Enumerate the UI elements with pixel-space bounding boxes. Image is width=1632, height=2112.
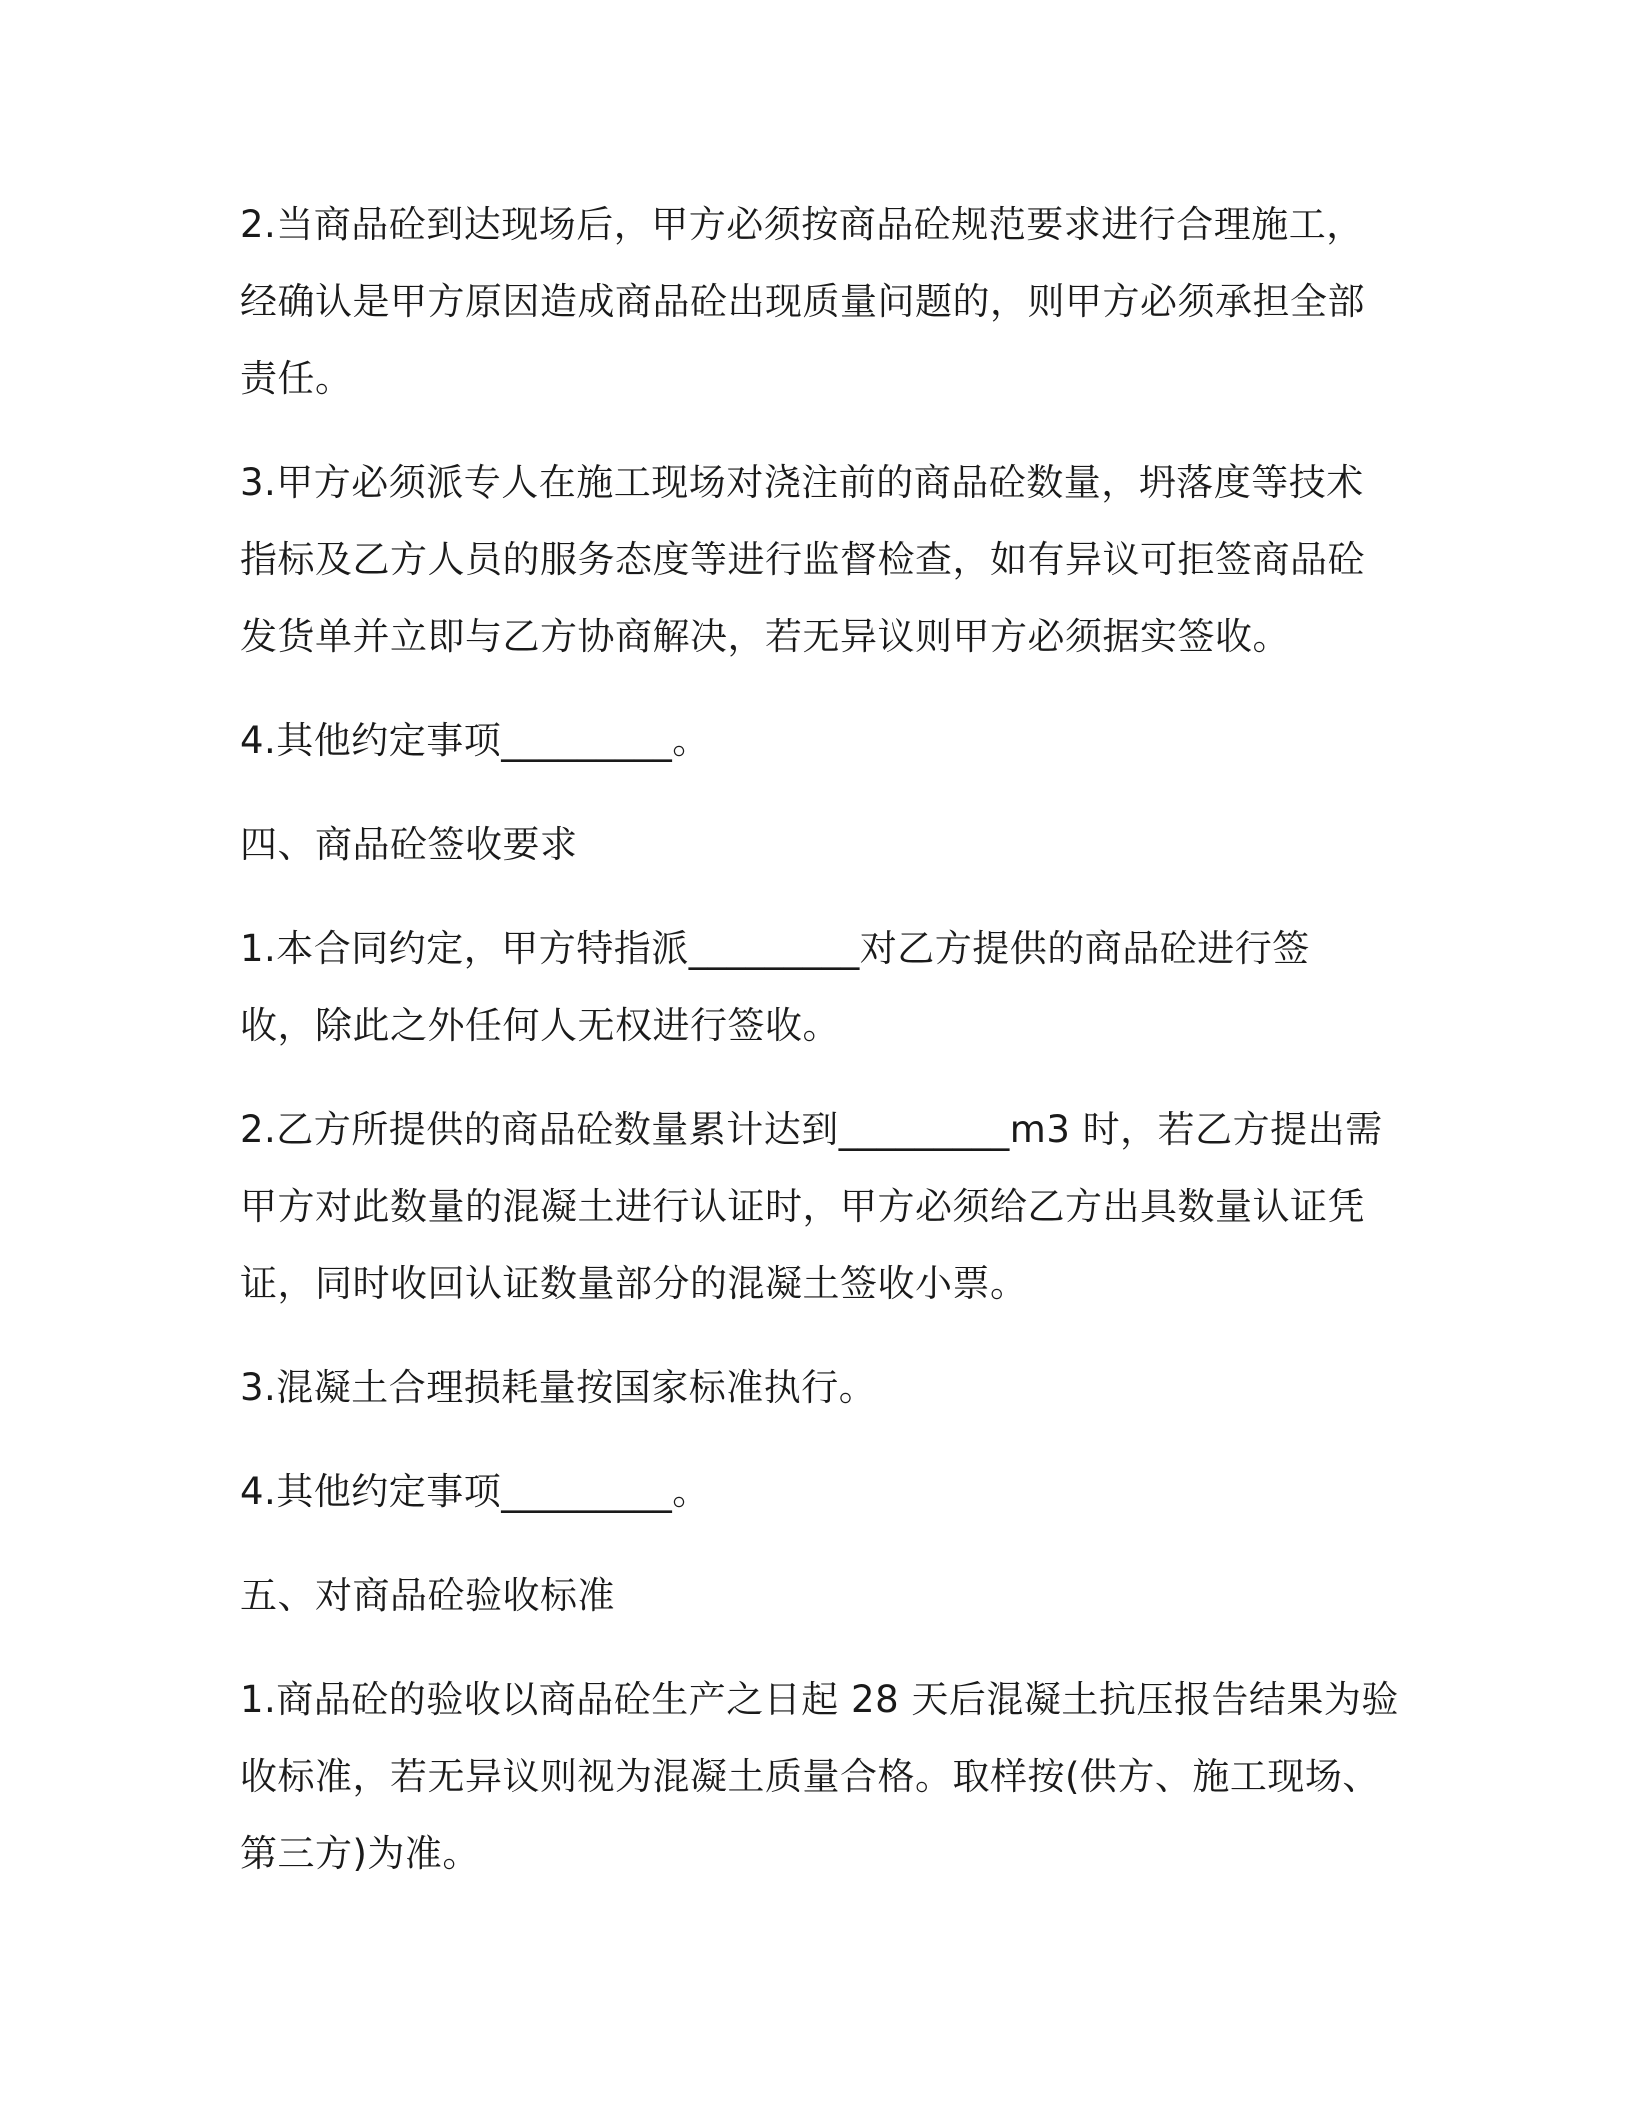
text-line: 4.其他约定事项_________。 [240, 1470, 710, 1513]
text-line: 证，同时收回认证数量部分的混凝土签收小票。 [240, 1262, 1028, 1305]
text-line: 收，除此之外任何人无权进行签收。 [240, 1004, 840, 1047]
document-body [240, 186, 1399, 1919]
section-title: 五、对商品砼验收标准 [240, 1574, 615, 1617]
text-line: 4.其他约定事项_________。 [240, 719, 710, 762]
clause-4-1 [240, 910, 1390, 1064]
clause-4-3 [240, 1349, 1390, 1426]
text-line: 甲方对此数量的混凝土进行认证时，甲方必须给乙方出具数量认证凭 [240, 1185, 1365, 1228]
section-title: 四、商品砼签收要求 [240, 823, 578, 866]
text-line: 收标准，若无异议则视为混凝土质量合格。取样按(供方、施工现场、 [240, 1755, 1380, 1798]
clause-4-4 [240, 1453, 1390, 1530]
text-line: 3.混凝土合理损耗量按国家标准执行。 [240, 1366, 877, 1409]
text-line: 1.本合同约定，甲方特指派_________对乙方提供的商品砼进行签 [240, 927, 1310, 970]
section-heading-4 [240, 806, 1390, 883]
text-line: 2.当商品砼到达现场后，甲方必须按商品砼规范要求进行合理施工， [240, 203, 1364, 246]
text-line: 经确认是甲方原因造成商品砼出现质量问题的，则甲方必须承担全部 [240, 280, 1365, 323]
clause-5-1 [240, 1661, 1399, 1892]
section-heading-5 [240, 1557, 1390, 1634]
clause-3-3 [240, 444, 1390, 675]
text-line: 第三方)为准。 [240, 1832, 480, 1875]
clause-4-2 [240, 1091, 1390, 1322]
text-line: 1.商品砼的验收以商品砼生产之日起 28 天后混凝土抗压报告结果为验 [240, 1678, 1399, 1721]
clause-3-2 [240, 186, 1390, 417]
text-line: 指标及乙方人员的服务态度等进行监督检查，如有异议可拒签商品砼 [240, 538, 1365, 581]
text-line: 2.乙方所提供的商品砼数量累计达到_________m3 时，若乙方提出需 [240, 1108, 1383, 1151]
text-line: 发货单并立即与乙方协商解决，若无异议则甲方必须据实签收。 [240, 615, 1290, 658]
clause-3-4 [240, 702, 1390, 779]
text-line: 3.甲方必须派专人在施工现场对浇注前的商品砼数量，坍落度等技术 [240, 461, 1364, 504]
text-line: 责任。 [240, 357, 353, 400]
